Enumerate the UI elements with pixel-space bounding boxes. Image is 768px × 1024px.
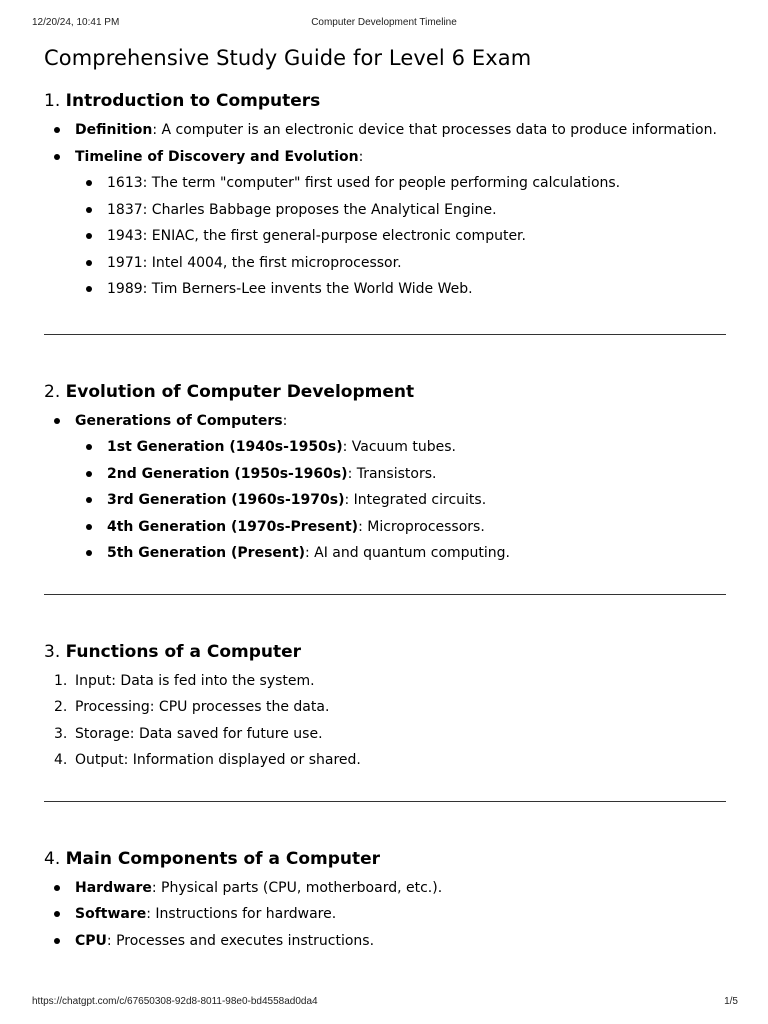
timeline-item: 1613: The term "computer" first used for people performing calculations.: [44, 170, 726, 197]
item-text: : A computer is an electronic device that processes data to produce information.: [152, 122, 717, 138]
print-url: https://chatgpt.com/c/67650308-92d8-8011-98e0-bd4558ad0da4: [32, 996, 318, 1007]
generation-item: 3rd Generation (1960s-1970s): Integrated circuits.: [44, 487, 726, 514]
document-body: [44, 42, 726, 954]
print-footer: [0, 996, 768, 1010]
term: Software: [75, 906, 147, 922]
term: Timeline of Discovery and Evolution: [75, 148, 359, 165]
list-item: Hardware: Physical parts (CPU, motherboard, etc.).: [44, 875, 726, 902]
generation-item: 4th Generation (1970s-Present): Microprocessors.: [44, 514, 726, 541]
section-divider: [44, 801, 726, 802]
section-title: Functions of a Computer: [65, 641, 302, 662]
section-number: 3.: [44, 641, 61, 662]
section-functions: [44, 640, 726, 774]
numbered-item: 3. Storage: Data saved for future use.: [54, 725, 323, 742]
numbered-item: 1. Input: Data is fed into the system.: [54, 672, 315, 689]
generation-item: 5th Generation (Present): AI and quantum computing.: [44, 540, 726, 567]
section-number: 1.: [44, 91, 61, 111]
section-heading: [44, 640, 726, 664]
term: Hardware: [75, 879, 152, 896]
term: Definition: [75, 122, 153, 138]
bullet-list: [44, 408, 726, 567]
bullet-list: [44, 875, 726, 955]
term: CPU: [75, 932, 107, 949]
section-number: 4.: [44, 848, 61, 869]
section-heading: [44, 89, 726, 113]
timeline-list: [44, 170, 726, 303]
bullet-list: [44, 117, 726, 303]
term: 5th Generation (Present): [107, 545, 305, 561]
generation-item: 1st Generation (1940s-1950s): Vacuum tubes.: [44, 434, 726, 461]
term: 2nd Generation (1950s-1960s): [107, 465, 348, 482]
section-introduction: [44, 89, 726, 303]
list-item: [44, 117, 726, 144]
list-item: Timeline of Discovery and Evolution: 1613: The term "computer" first used for people performing calculations. 1837: Charles Babbage proposes the Analytical Engine. 1943: ENIAC, the first general-purpose electronic computer. 1971: Intel 4004, the first microprocessor. 1989: Tim Berners-Lee invents the World Wide Web.: [44, 144, 726, 303]
list-item: CPU: Processes and executes instructions.: [44, 928, 726, 955]
timeline-item: 1989: Tim Berners-Lee invents the World Wide Web.: [44, 276, 726, 303]
section-evolution: [44, 380, 726, 567]
timeline-item: 1837: Charles Babbage proposes the Analytical Engine.: [44, 197, 726, 224]
term: Generations of Computers: [75, 412, 283, 429]
print-page-title: Computer Development Timeline: [311, 17, 457, 28]
term: 1st Generation (1940s-1950s): [107, 439, 343, 455]
section-title: Evolution of Computer Development: [65, 381, 415, 402]
generations-list: [44, 434, 726, 567]
numbered-item: 2. Processing: CPU processes the data.: [54, 699, 330, 715]
timeline-item: 1943: ENIAC, the first general-purpose electronic computer.: [44, 223, 726, 250]
numbered-list: [44, 668, 726, 774]
print-header: [0, 17, 768, 31]
list-item: Software: Instructions for hardware.: [44, 901, 726, 928]
list-item: Generations of Computers: 1st Generation (1940s-1950s): Vacuum tubes. 2nd Generation (1950s-1960s): Transistors. 3rd Generation (1960s-1970s): Integrated circuits. 4th Generation (1970s-Present): Microprocessors. 5th Generation (Present): AI and quantum computing.: [44, 408, 726, 567]
section-divider: [44, 594, 726, 595]
term: 3rd Generation (1960s-1970s): [107, 492, 345, 508]
section-components: [44, 847, 726, 955]
section-heading: [44, 380, 726, 404]
section-title: Introduction to Computers: [65, 91, 321, 111]
print-datetime: 12/20/24, 10:41 PM: [32, 17, 120, 28]
section-divider: [44, 334, 726, 335]
term: 4th Generation (1970s-Present): [107, 518, 359, 535]
section-number: 2.: [44, 381, 61, 402]
section-title: Main Components of a Computer: [65, 848, 381, 869]
document-title: Comprehensive Study Guide for Level 6 Exam: [44, 46, 532, 70]
timeline-item: 1971: Intel 4004, the first microprocessor.: [44, 250, 726, 277]
numbered-item: 4. Output: Information displayed or shared.: [54, 752, 361, 768]
print-page-number: 1/5: [724, 996, 738, 1007]
section-heading: [44, 847, 726, 871]
generation-item: 2nd Generation (1950s-1960s): Transistors.: [44, 461, 726, 488]
